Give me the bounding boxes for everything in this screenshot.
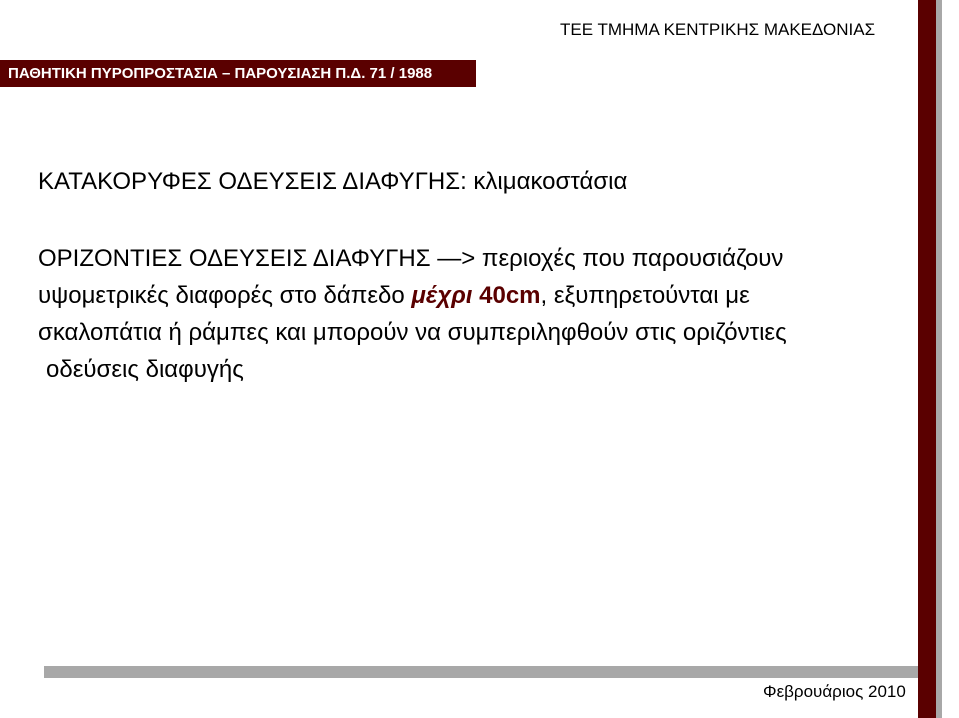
- line2-after-text: , εξυπηρετούνται με: [540, 282, 750, 309]
- right-gray-bar: [936, 0, 942, 718]
- footer-divider: [44, 666, 918, 678]
- paragraph-line-1: [38, 240, 908, 277]
- footer-date: Φεβρουάριος 2010: [763, 682, 906, 701]
- highlight-word: μέχρι: [411, 282, 473, 309]
- line2-text: υψομετρικές διαφορές στο δάπεδο: [38, 282, 405, 309]
- paragraph-line-2: [38, 277, 908, 314]
- paragraph-line-4: οδεύσεις διαφυγής: [46, 356, 244, 383]
- horizontal-escape-paragraph: [38, 240, 908, 388]
- presentation-banner: ΠΑΘΗΤΙΚΗ ΠΥΡΟΠΡΟΣΤΑΣΙΑ – ΠΑΡΟΥΣΙΑΣΗ Π.Δ. 71 / 1988: [0, 60, 476, 87]
- arrow-icon: —>: [437, 245, 476, 272]
- right-accent-bar: [918, 0, 936, 718]
- paragraph-line-3: σκαλοπάτια ή ράμπες και μπορούν να συμπεριληφθούν στις οριζόντιες: [38, 319, 787, 346]
- highlight-value: 40cm: [479, 282, 541, 309]
- line1-text: περιοχές που παρουσιάζουν: [481, 245, 784, 272]
- vertical-escape-heading: ΚΑΤΑΚΟΡΥΦΕΣ ΟΔΕΥΣΕΙΣ ΔΙΑΦΥΓΗΣ: κλιμακοστάσια: [38, 168, 628, 195]
- organization-title: ΤΕΕ ΤΜΗΜΑ ΚΕΝΤΡΙΚΗΣ ΜΑΚΕΔΟΝΙΑΣ: [560, 20, 876, 39]
- horizontal-escape-title: ΟΡΙΖΟΝΤΙΕΣ ΟΔΕΥΣΕΙΣ ΔΙΑΦΥΓΗΣ: [38, 245, 431, 272]
